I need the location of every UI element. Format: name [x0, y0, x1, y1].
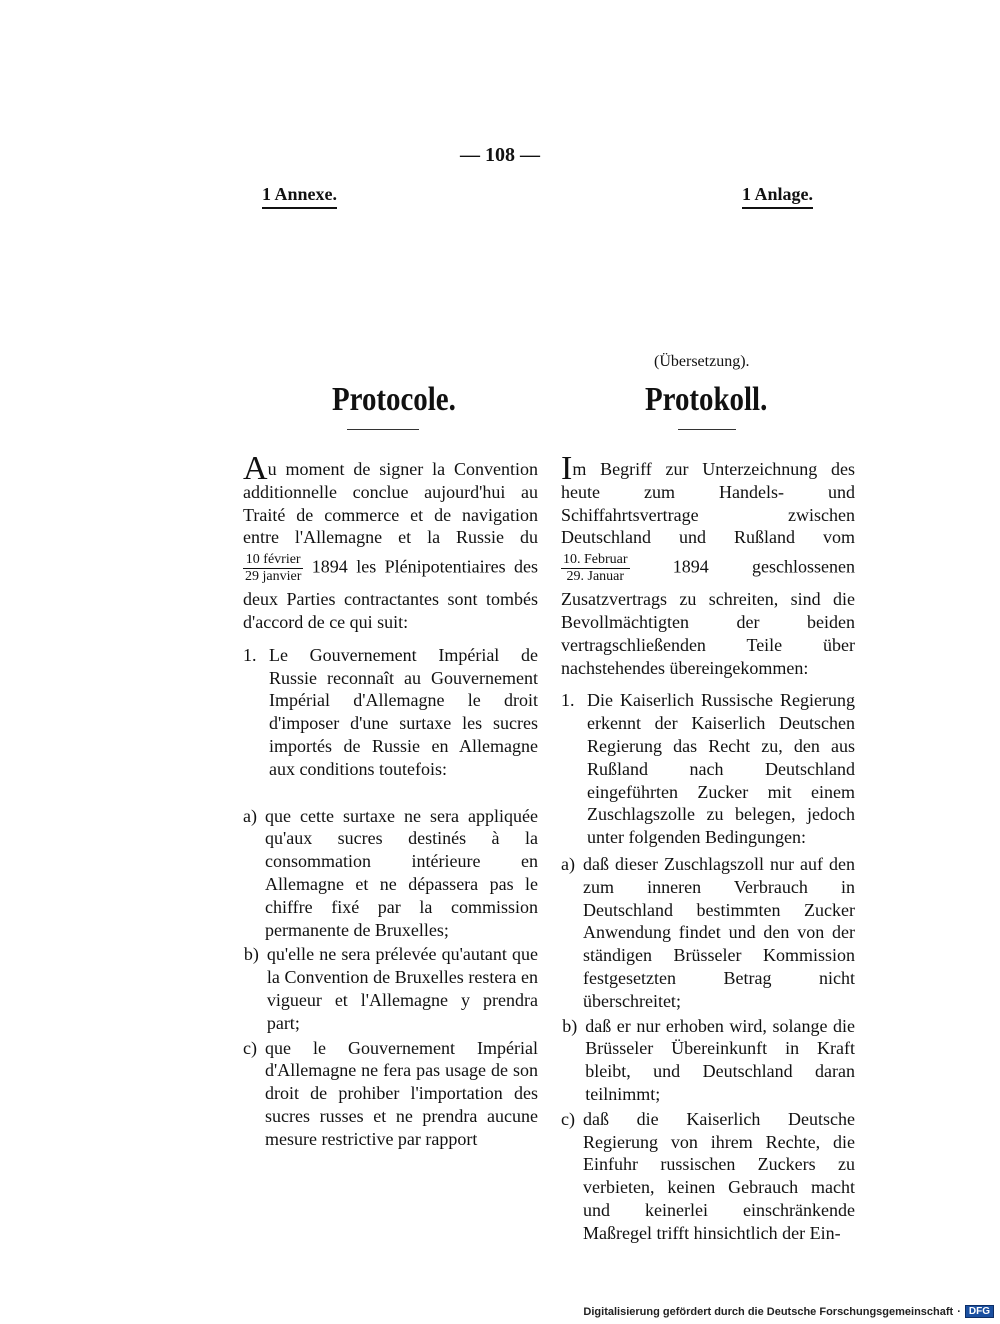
french-intro-text: u moment de signer la Convention additionnelle conclue aujourd'hui au Traité de commerce et de navigation entre l'Allemagne et la Russie du: [243, 459, 538, 548]
french-item-1: [243, 644, 538, 781]
french-intro-text-end: 1894 les Plénipotentiaires des deux Parties contractantes sont tombés d'accord de ce qui suit:: [243, 556, 539, 632]
german-subitem-a: [561, 853, 855, 1013]
page-number: — 108 —: [460, 144, 540, 166]
german-item-1: [561, 689, 855, 849]
annex-label-fr: 1 Annexe.: [262, 184, 337, 209]
german-subitem-a-text: daß dieser Zuschlagszoll nur auf den zum inneren Verbrauch in Deutschland bestimmten Zucker Anwendung findet und den von der ständigen Brüsseler Kommission festgesetzten Betrag nicht überschreitet;: [582, 853, 855, 1011]
translation-note: (Übersetzung).: [654, 353, 750, 370]
french-item-1-number: 1.: [243, 644, 257, 665]
german-subitem-c-mark: c): [561, 1108, 575, 1129]
french-subitem-c: [243, 1037, 538, 1151]
french-subitem-a-text: que cette surtaxe ne sera appliquée qu'aux sucres destinés à la consommation intérieure en Allemagne et ne dépassera pas le chiffre fixé par la commission permanente de Bruxelles;: [264, 805, 538, 940]
german-item-1-number: 1.: [561, 690, 575, 711]
digitization-credit: Digitalisierung gefördert durch die Deutsche Forschungsgemeinschaft · DFG: [583, 1305, 994, 1318]
german-subitem-c-text: daß die Kaiserlich Deutsche Regierung von ihrem Rechte, die Einfuhr russischen Zuckers zu verbieten, keinen Gebrauch macht und keinerlei einschränkende Maßregel trifft hinsichtlich der Ein-: [582, 1108, 855, 1243]
heading-rule-fr: [347, 429, 419, 430]
german-subitem-b-mark: b): [562, 1015, 578, 1036]
french-subitem-b: [243, 943, 538, 1034]
french-intro: [243, 450, 539, 634]
french-subitem-a: [243, 805, 538, 942]
german-date-denominator: 29. Januar: [566, 569, 625, 585]
french-date-fraction: [243, 552, 303, 585]
french-subitem-b-text: qu'elle ne sera prélevée qu'autant que la Convention de Bruxelles restera en vigueur et l'Allemagne y prendra part;: [266, 944, 538, 1033]
heading-rule-de: [678, 429, 736, 430]
french-subitem-c-mark: c): [243, 1037, 257, 1058]
french-subitem-a-mark: a): [243, 805, 257, 826]
french-column: [243, 450, 539, 1151]
german-intro-text: m Begriff zur Unterzeichnung des heute zum Handels- und Schiffahrtsvertrage zwischen Deutschland und Rußland vom: [561, 459, 855, 548]
dfg-logo: DFG: [965, 1305, 994, 1318]
annex-label-de: 1 Anlage.: [742, 184, 813, 209]
german-item-1-text: Die Kaiserlich Russische Regierung erkennt der Kaiserlich Deutschen Regierung das Recht zu, den aus Rußland nach Deutschland eingeführten Zucker mit einem Zuschlagszolle zu belegen, jedoch unter folgenden Bedingungen:: [587, 690, 855, 848]
german-subitem-b: [561, 1015, 855, 1106]
french-date-numerator: 10 février: [243, 552, 303, 569]
french-item-1-text: Le Gouvernement Impérial de Russie reconnaît au Gouvernement Impérial d'Allemagne le droit d'imposer d'une surtaxe les sucres importés de Russie en Allemagne aux conditions toutefois:: [269, 644, 538, 779]
german-subitem-b-text: daß er nur erhoben wird, solange die Brüsseler Übereinkunft in Kraft bleibt, und Deutschland daran teilnimmt;: [585, 1015, 855, 1104]
heading-de: Protokoll.: [645, 381, 768, 418]
french-date-denominator: 29 janvier: [245, 569, 302, 585]
german-subitem-c: [561, 1108, 855, 1245]
french-subitem-b-mark: b): [243, 944, 259, 965]
german-date-numerator: 10. Februar: [563, 552, 628, 568]
french-subitem-c-text: que le Gouvernement Impérial d'Allemagne ne fera pas usage de son droit de prohiber l'importation des sucres russes et ne prendra aucune mesure restrictive par rapport: [264, 1037, 538, 1149]
digitization-credit-text: Digitalisierung gefördert durch die Deutsche Forschungsgemeinschaft: [583, 1305, 954, 1318]
german-dropcap: I: [561, 450, 573, 487]
german-column: [561, 450, 855, 1245]
german-subitem-a-mark: a): [561, 853, 575, 874]
german-intro: [561, 450, 855, 679]
heading-fr: Protocole.: [332, 381, 456, 418]
german-intro-text-end: 1894 geschlossenen Zusatzvertrags zu schreiten, sind die Bevollmächtigten der beiden vertragschließenden Teile über nachstehendes übereingekommen:: [561, 556, 855, 678]
french-dropcap: A: [243, 450, 268, 487]
german-date-fraction: [561, 552, 630, 585]
